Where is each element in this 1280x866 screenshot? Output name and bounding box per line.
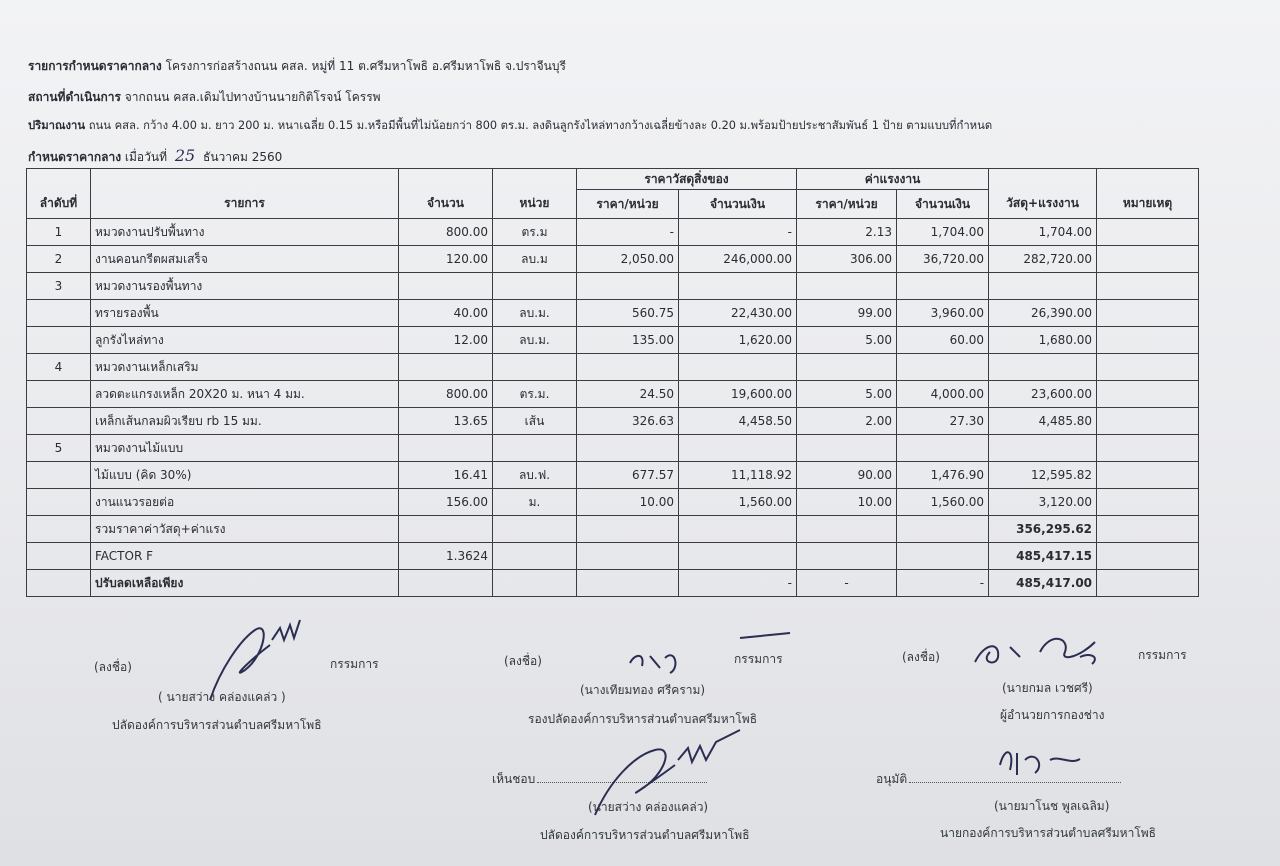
- table-row: [27, 219, 1199, 246]
- date-prefix: เมื่อวันที่: [124, 150, 167, 164]
- cell-qty: [399, 435, 493, 462]
- location-text: จากถนน คสล.เดิมไปทางบ้านนายกิติโรจน์ โครรพ: [124, 90, 381, 104]
- table-row: [27, 489, 1199, 516]
- quantity-label: ปริมาณงาน: [28, 119, 86, 132]
- cell-unit: ตร.ม.: [493, 381, 577, 408]
- cell-labor-amount: 3,960.00: [897, 300, 989, 327]
- cell-total: 23,600.00: [989, 381, 1097, 408]
- cell-unit: ม.: [493, 489, 577, 516]
- cell-material-unit-price: [577, 273, 679, 300]
- empty-cell: [577, 516, 679, 543]
- empty-cell: [897, 516, 989, 543]
- project-title-line: [28, 57, 566, 76]
- cell-labor-amount: 27.30: [897, 408, 989, 435]
- cell-remark: [1097, 300, 1199, 327]
- empty-cell: [493, 543, 577, 570]
- cell-labor-amount: 1,560.00: [897, 489, 989, 516]
- date-label: กำหนดราคากลาง: [28, 150, 122, 164]
- approve-title: นายกองค์การบริหารส่วนตำบลศรีมหาโพธิ: [940, 826, 1157, 840]
- cell-unit: ลบ.ม.: [493, 327, 577, 354]
- cell-remark: [1097, 381, 1199, 408]
- cell-labor-unit-price: 10.00: [797, 489, 897, 516]
- price-table: [26, 168, 1199, 597]
- quantity-text: ถนน คสล. กว้าง 4.00 ม. ยาว 200 ม. หนาเฉลี่ย 0.15 ม.หรือมีพื้นที่ไม่น้อยกว่า 800 ตร.ม. ลงดินลูกรังไหล่ทางกว้างเฉลี่ยข้างละ 0.20 ม.พร้อมป้ายประชาสัมพันธ์ 1 ป้าย ตามแบบที่กำหนด: [88, 119, 993, 132]
- cell-no: 2: [27, 246, 91, 273]
- cell-total: 12,595.82: [989, 462, 1097, 489]
- approve-label-text: อนุมัติ: [876, 772, 908, 786]
- cell-labor-unit-price: 99.00: [797, 300, 897, 327]
- signer3-name: (นายกมล เวชศรี): [1002, 681, 1093, 695]
- cell-qty: 156.00: [399, 489, 493, 516]
- committee-label: กรรมการ: [1138, 648, 1187, 662]
- cell-material-unit-price: 677.57: [577, 462, 679, 489]
- cell-material-amount: 246,000.00: [679, 246, 797, 273]
- cell-no: [27, 489, 91, 516]
- project-title-label: รายการกำหนดราคากลาง: [28, 59, 162, 73]
- signer2-name: (นางเทียมทอง ศรีคราม): [580, 683, 706, 697]
- cell-qty: 16.41: [399, 462, 493, 489]
- cell-total: 1,704.00: [989, 219, 1097, 246]
- cell-remark: [1097, 354, 1199, 381]
- cell-material-amount: 11,118.92: [679, 462, 797, 489]
- cell-material-unit-price: [577, 354, 679, 381]
- table-row: [27, 300, 1199, 327]
- sum-total: 356,295.62: [989, 516, 1097, 543]
- agree-title: ปลัดองค์การบริหารส่วนตำบลศรีมหาโพธิ: [540, 828, 750, 842]
- cell-item: ลวดตะแกรงเหล็ก 20X20 ม. หนา 4 มม.: [91, 381, 399, 408]
- empty-cell: [1097, 516, 1199, 543]
- cell-qty: 40.00: [399, 300, 493, 327]
- committee-label: กรรมการ: [330, 657, 379, 671]
- cell-unit: ลบ.ฟ.: [493, 462, 577, 489]
- material-group-header: ราคาวัสดุสิ่งของ: [577, 169, 797, 190]
- signer3-title: ผู้อำนวยการกองช่าง: [1000, 708, 1105, 722]
- table-row: [27, 246, 1199, 273]
- quantity-line: [28, 116, 992, 134]
- project-title-text: โครงการก่อสร้างถนน คสล. หมู่ที่ 11 ต.ศรีมหาโพธิ อ.ศรีมหาโพธิ จ.ปราจีนบุรี: [165, 59, 566, 73]
- empty-cell: [399, 570, 493, 597]
- cell-unit: ลบ.ม.: [493, 300, 577, 327]
- cell-labor-unit-price: 5.00: [797, 327, 897, 354]
- cell-item: ทรายรองพื้น: [91, 300, 399, 327]
- empty-cell: [27, 570, 91, 597]
- empty-cell: [1097, 570, 1199, 597]
- committee-label: กรรมการ: [734, 652, 783, 666]
- empty-cell: [797, 543, 897, 570]
- sum-label: รวมราคาค่าวัสดุ+ค่าแรง: [91, 516, 399, 543]
- table-row: [27, 327, 1199, 354]
- cell-qty: [399, 354, 493, 381]
- cell-item: ลูกรังไหล่ทาง: [91, 327, 399, 354]
- cell-qty: 120.00: [399, 246, 493, 273]
- signer1-title: ปลัดองค์การบริหารส่วนตำบลศรีมหาโพธิ: [112, 718, 322, 732]
- cell-remark: [1097, 435, 1199, 462]
- cell-labor-amount: 1,704.00: [897, 219, 989, 246]
- cell-total: 26,390.00: [989, 300, 1097, 327]
- cell-no: [27, 327, 91, 354]
- cell-remark: [1097, 489, 1199, 516]
- cell-material-amount: 22,430.00: [679, 300, 797, 327]
- summary-factor-row: [27, 543, 1199, 570]
- empty-cell: [679, 516, 797, 543]
- signer1-name: ( นายสว่าง คล่องแคล่ว ): [158, 690, 286, 704]
- summary-sum-row: [27, 516, 1199, 543]
- location-line: [28, 88, 381, 107]
- cell-no: [27, 462, 91, 489]
- cell-material-unit-price: 10.00: [577, 489, 679, 516]
- signature-scribble-5: [995, 735, 1085, 785]
- cell-material-unit-price: -: [577, 219, 679, 246]
- cell-item: หมวดงานรองพื้นทาง: [91, 273, 399, 300]
- cell-labor-unit-price: [797, 273, 897, 300]
- factor-value: 1.3624: [399, 543, 493, 570]
- cell-labor-unit-price: [797, 435, 897, 462]
- cell-labor-unit-price: 306.00: [797, 246, 897, 273]
- agree-label-text: เห็นชอบ: [492, 772, 536, 786]
- cell-item: หมวดงานเหล็กเสริม: [91, 354, 399, 381]
- round-dash: -: [797, 570, 897, 597]
- cell-unit: ลบ.ม: [493, 246, 577, 273]
- cell-qty: 800.00: [399, 219, 493, 246]
- cell-material-amount: 19,600.00: [679, 381, 797, 408]
- cell-labor-amount: 36,720.00: [897, 246, 989, 273]
- table-row: [27, 381, 1199, 408]
- cell-total: 4,485.80: [989, 408, 1097, 435]
- signature-scribble-3: [970, 622, 1110, 672]
- cell-no: 3: [27, 273, 91, 300]
- col-qty-header: จำนวน: [399, 169, 493, 219]
- table-row: [27, 462, 1199, 489]
- col-material-unit-price-header: ราคา/หน่วย: [577, 190, 679, 219]
- cell-labor-unit-price: 90.00: [797, 462, 897, 489]
- col-unit-header: หน่วย: [493, 169, 577, 219]
- cell-labor-amount: 60.00: [897, 327, 989, 354]
- empty-cell: [797, 516, 897, 543]
- cell-remark: [1097, 408, 1199, 435]
- cell-material-unit-price: 2,050.00: [577, 246, 679, 273]
- empty-cell: [679, 543, 797, 570]
- cell-no: [27, 381, 91, 408]
- sign-label: (ลงชื่อ): [504, 654, 542, 668]
- cell-unit: เส้น: [493, 408, 577, 435]
- cell-material-amount: [679, 273, 797, 300]
- summary-round-row: [27, 570, 1199, 597]
- date-line: [28, 146, 282, 167]
- cell-item: หมวดงานไม้แบบ: [91, 435, 399, 462]
- cell-no: [27, 408, 91, 435]
- table-row: [27, 354, 1199, 381]
- cell-no: 5: [27, 435, 91, 462]
- cell-item: ไม้แบบ (คิด 30%): [91, 462, 399, 489]
- cell-labor-unit-price: 2.13: [797, 219, 897, 246]
- cell-qty: 800.00: [399, 381, 493, 408]
- col-remark-header: หมายเหตุ: [1097, 169, 1199, 219]
- empty-cell: [897, 543, 989, 570]
- col-total-header: วัสดุ+แรงงาน: [989, 169, 1097, 219]
- empty-cell: [27, 543, 91, 570]
- cell-unit: [493, 273, 577, 300]
- cell-remark: [1097, 273, 1199, 300]
- cell-unit: ตร.ม: [493, 219, 577, 246]
- cell-remark: [1097, 462, 1199, 489]
- location-label: สถานที่ดำเนินการ: [28, 90, 121, 104]
- cell-material-amount: [679, 435, 797, 462]
- factor-label: FACTOR F: [91, 543, 399, 570]
- cell-labor-amount: 1,476.90: [897, 462, 989, 489]
- cell-labor-amount: [897, 435, 989, 462]
- approve-name: (นายมาโนช พูลเฉลิม): [994, 799, 1110, 813]
- factor-total: 485,417.15: [989, 543, 1097, 570]
- empty-cell: [1097, 543, 1199, 570]
- cell-total: 282,720.00: [989, 246, 1097, 273]
- cell-qty: 12.00: [399, 327, 493, 354]
- cell-no: 4: [27, 354, 91, 381]
- cell-unit: [493, 435, 577, 462]
- empty-cell: [577, 570, 679, 597]
- cell-item: เหล็กเส้นกลมผิวเรียบ rb 15 มม.: [91, 408, 399, 435]
- cell-total: 3,120.00: [989, 489, 1097, 516]
- signature-scribble-4: [580, 720, 750, 820]
- cell-material-unit-price: [577, 435, 679, 462]
- table-row: [27, 273, 1199, 300]
- cell-remark: [1097, 219, 1199, 246]
- cell-labor-unit-price: [797, 354, 897, 381]
- cell-labor-amount: [897, 273, 989, 300]
- cell-item: งานแนวรอยต่อ: [91, 489, 399, 516]
- cell-total: [989, 354, 1097, 381]
- cell-qty: [399, 273, 493, 300]
- empty-cell: [577, 543, 679, 570]
- date-suffix: ธันวาคม 2560: [203, 150, 283, 164]
- round-total: 485,417.00: [989, 570, 1097, 597]
- cell-unit: [493, 354, 577, 381]
- signature-scribble-1: [200, 600, 310, 710]
- cell-total: [989, 435, 1097, 462]
- cell-labor-unit-price: 2.00: [797, 408, 897, 435]
- cell-no: 1: [27, 219, 91, 246]
- cell-remark: [1097, 246, 1199, 273]
- cell-labor-amount: [897, 354, 989, 381]
- labor-group-header: ค่าแรงงาน: [797, 169, 989, 190]
- table-row: [27, 408, 1199, 435]
- signature-scribble-2: [620, 628, 800, 688]
- cell-material-unit-price: 326.63: [577, 408, 679, 435]
- cell-no: [27, 300, 91, 327]
- cell-material-amount: 1,560.00: [679, 489, 797, 516]
- cell-material-amount: -: [679, 219, 797, 246]
- round-label: ปรับลดเหลือเพียง: [91, 570, 399, 597]
- cell-material-unit-price: 135.00: [577, 327, 679, 354]
- cell-material-amount: 4,458.50: [679, 408, 797, 435]
- col-labor-amount-header: จำนวนเงิน: [897, 190, 989, 219]
- col-labor-unit-price-header: ราคา/หน่วย: [797, 190, 897, 219]
- table-body: [27, 219, 1199, 516]
- cell-total: 1,680.00: [989, 327, 1097, 354]
- cell-total: [989, 273, 1097, 300]
- table-summary: [27, 516, 1199, 597]
- table-row: [27, 435, 1199, 462]
- sign-label: (ลงชื่อ): [94, 660, 132, 674]
- cell-labor-unit-price: 5.00: [797, 381, 897, 408]
- col-no-header: ลำดับที่: [27, 169, 91, 219]
- cell-item: งานคอนกรีตผสมเสร็จ: [91, 246, 399, 273]
- table-header: [27, 169, 1199, 219]
- signer2-title: รองปลัดองค์การบริหารส่วนตำบลศรีมหาโพธิ: [528, 712, 758, 726]
- cell-qty: 13.65: [399, 408, 493, 435]
- cell-remark: [1097, 327, 1199, 354]
- col-material-amount-header: จำนวนเงิน: [679, 190, 797, 219]
- cell-labor-amount: 4,000.00: [897, 381, 989, 408]
- round-dash: -: [897, 570, 989, 597]
- empty-cell: [493, 516, 577, 543]
- handwritten-day: 25: [174, 146, 196, 165]
- cell-material-amount: 1,620.00: [679, 327, 797, 354]
- empty-cell: [399, 516, 493, 543]
- agree-name: (นายสว่าง คล่องแคล่ว): [588, 800, 709, 814]
- cell-item: หมวดงานปรับพื้นทาง: [91, 219, 399, 246]
- sign-label: (ลงชื่อ): [902, 650, 940, 664]
- col-item-header: รายการ: [91, 169, 399, 219]
- empty-cell: [493, 570, 577, 597]
- cell-material-unit-price: 24.50: [577, 381, 679, 408]
- cell-material-amount: [679, 354, 797, 381]
- summary-no-cell: [27, 516, 91, 543]
- round-dash: -: [679, 570, 797, 597]
- cell-material-unit-price: 560.75: [577, 300, 679, 327]
